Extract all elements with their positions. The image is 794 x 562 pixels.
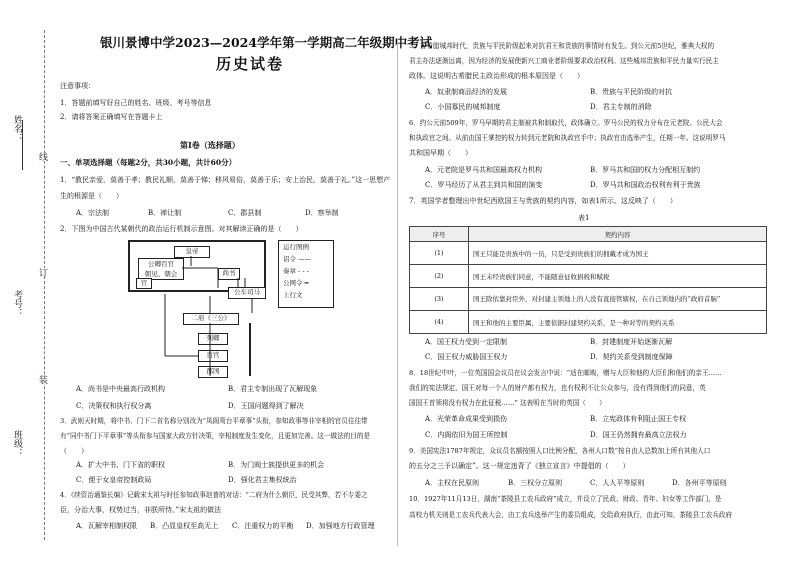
row-content: 国王除依靠封臣外，对封建主领地上的人没有直接管辖权，在自己领地内的“政府首脑” <box>469 288 767 311</box>
q6-stem-end: 共和国早期（ ） <box>409 149 472 157</box>
q9-option-b: B．三权分立原则 <box>508 479 563 487</box>
q5-option-d: D．君主专制的消除 <box>590 103 652 111</box>
q2-option-c: C．决策权和执行权分离 <box>76 402 152 410</box>
contract-table <box>409 226 767 334</box>
q6-stem-cont: 和执政官之间。从前由国王掌控的权力转到元老院和执政官手中；执政官由选举产生，任期一年。这说明罗马 <box>409 134 726 142</box>
class-label: 班级： <box>12 430 22 457</box>
legend-order: 公网令 ━ <box>283 279 309 287</box>
q5-stem-cont: 君主办法逐渐远离，因为经济的发展使新兴工商业者阶级要求政治权利。这些城邦贵族和平民力量实行民主 <box>409 57 719 65</box>
binding-mark-line: 线 <box>37 152 47 161</box>
notes-heading: 注意事项： <box>60 82 95 90</box>
q9-option-c: C．人人平等原则 <box>590 479 645 487</box>
exam-no-label: 考号： <box>12 290 22 317</box>
note-item: 2．请将答案正确填写在答题卡上 <box>60 113 163 121</box>
q4-option-a: A．瓦解宰相制权限 <box>76 522 138 530</box>
q7-option-d: D．契约关系受到制度保障 <box>590 353 673 361</box>
q3-option-c: C．便于女皇帝控制政局 <box>76 476 152 484</box>
q5-stem: 5．古希腊城邦时代，贵族与平民阶级起来对抗君王和贵族的事情时有发生。到公元前5世纪，雅典大权的 <box>409 42 715 50</box>
lieqing-box: 列卿 <box>198 333 228 345</box>
q3-stem: 3．武则天时期，将中书、门下二省名称分别改为“凤阁鸾台平章事”头衔，参知政事等非宰相的官员往往带 <box>60 417 368 425</box>
row-index: (2) <box>410 265 469 288</box>
q10-stem-cont: 高校力机关则是工农兵代表大会，由工农兵选举产生的委员组成，交给政府执行，由此可知，茶陵县工农兵政府 <box>409 511 733 519</box>
q5-stem-end: 政体。这说明古希腊民主政治形成的根本原因是（ ） <box>409 72 584 80</box>
q7-option-a: A．国王权力受到一定限制 <box>425 338 508 346</box>
q3-option-a: A．扩大中书、门下省的职权 <box>76 461 166 469</box>
q4-stem-cont: 臣，分治大事，权势过当，非朕所恃。”宋太祖的做法 <box>60 506 222 514</box>
table-caption: 表1 <box>578 214 590 222</box>
legend-edict: 诏令 —— <box>283 255 312 263</box>
q8-option-c: C．内阁依旧为国王所控制 <box>425 431 508 439</box>
q3-option-b: B．为门阀士族提供更多的机会 <box>228 461 325 469</box>
erfu-box: 二府《三公》 <box>183 313 239 325</box>
exam-subtitle: 历史试卷 <box>215 55 284 73</box>
q1-option-b: B．禅让制 <box>148 209 182 217</box>
q6-option-b: B．罗马共和国的权力分配相互制约 <box>590 166 701 174</box>
name-label: 姓名： <box>12 115 22 142</box>
q9-stem-cont: 的五分之三予以确定”。这一规定违背了《独立宣言》中提倡的（ ） <box>409 462 630 470</box>
q5-option-c: C．小国寡民的城邦制度 <box>425 103 501 111</box>
q1-option-a: A．宗法制 <box>76 209 110 217</box>
q1-option-c: C．郡县制 <box>228 209 262 217</box>
q2-option-b: B．君主专制出现了瓦解现象 <box>228 385 318 393</box>
q1-option-d: D．察举制 <box>305 209 339 217</box>
section-heading: 一、单项选择题（每题2分，共30小题，共计60分） <box>60 158 237 167</box>
q1-stem-cont: 生的根源是（ ） <box>60 192 123 200</box>
header-content: 契约内容 <box>469 227 767 242</box>
q6-option-a: A．元老院是罗马共和国最高权力机构 <box>425 166 543 174</box>
q2-option-a: A．尚书是中央最高行政机构 <box>76 385 166 393</box>
name-underline <box>22 120 23 170</box>
baiguan-box: 百官 <box>198 350 228 362</box>
row-index: (4) <box>410 311 469 334</box>
legend-title: 运行图例 <box>283 243 309 251</box>
q1-stem: 1．“教民亲爱，莫善于孝；教民礼顺，莫善于悌；移风易俗，莫善于乐；安上治民，莫善于礼。”这一思想产 <box>60 176 391 184</box>
q4-option-b: B．凸显皇权至高无上 <box>150 522 219 530</box>
q3-stem-cont: 有“同中书门下平章事”等头衔参与国家大政方针决策，宰相制度发生变化，且更加完善。这一做法的目的是 <box>60 432 371 440</box>
table-row <box>410 242 767 265</box>
q6-option-c: C．罗马经历了从君主到共和国的演变 <box>425 181 543 189</box>
part-heading: 第Ⅰ卷（选择题） <box>180 140 240 150</box>
q9-option-a: A．主权在民原则 <box>425 479 480 487</box>
q4-option-d: D．加强地方行政管理 <box>306 522 375 530</box>
table-row <box>410 288 767 311</box>
row-content: 国王和他的主要臣属，主要依据封建契约关系，是一种对等的契约关系 <box>469 311 767 334</box>
q7-option-b: B．封建制度开始逐渐瓦解 <box>590 338 673 346</box>
table-row <box>410 311 767 334</box>
gongche-box: 公车司马 <box>228 287 266 299</box>
junguo-box: 郡国 <box>198 366 228 378</box>
q2-stem: 2．下图为中国古代某朝代的政治运行机制示意图。对其解读正确的是（ ） <box>60 225 303 233</box>
q8-stem-end: 国国王首领将没有权力在此征税……” 这表明在当时的英国（ ） <box>409 399 606 407</box>
q6-stem: 6．约公元前509年，罗马早期的君主制被共和制取代，政体确立。罗马公民的权力分布在元老院、公民大会 <box>409 119 723 127</box>
legend-box <box>278 240 334 308</box>
q3-option-d: D．强化君主集权统治 <box>228 476 297 484</box>
q7-stem: 7．英国学者整理出中世纪西欧国王与贵族的契约内容，如表1所示。这反映了（ ） <box>409 197 677 205</box>
column-divider <box>397 38 398 546</box>
table-header-row <box>410 227 767 242</box>
q8-stem: 8．18世纪中叶，一位英国国会议员在议会发言中说：“适在邮购，赠与大臣和他的大臣们和他们的亲王…… <box>409 369 722 377</box>
q8-option-d: D．国王仍然拥有最高立法权力 <box>590 431 687 439</box>
q10-stem: 10．1927年11月13日，湖南“茶陵县工农兵政府”成立，并设立了民政、财政、青年、妇女等工作部门，是 <box>409 495 722 503</box>
binding-mark-ding: 订 <box>37 268 47 277</box>
legend-memorial: 奏章 - - - <box>283 267 309 275</box>
q8-option-b: B．立宪政体有利阻止国王专权 <box>590 415 687 423</box>
shangshu-box: 尚书 <box>218 268 240 280</box>
table-row <box>410 265 767 288</box>
officials-box: 公卿百官 朝见、朝会 <box>138 258 184 280</box>
q8-option-a: A．光荣革命成果受到损伤 <box>425 415 508 423</box>
binding-mark-zhuang: 装 <box>37 375 47 384</box>
q8-stem-cont: 我们的宪法规定，国王对每一个人的财产都有权力，也有权利不让公众参与，没有得到他们的同意，英 <box>409 384 706 392</box>
note-item: 1．答题前填写好自己的姓名、班级、考号等信息 <box>60 99 212 107</box>
row-index: (3) <box>410 288 469 311</box>
row-index: (1) <box>410 242 469 265</box>
header-index: 序号 <box>410 227 469 242</box>
q9-stem: 9．美国宪法1787年规定，众议员名额按照人口比例分配，各州人口数“按自由人总数加上所有其他人口 <box>409 447 711 455</box>
q5-option-b: B．贵族与平民阶级的对抗 <box>590 88 673 96</box>
exam-title: 银川景博中学2023—2024学年第一学期高二年级期中考试 <box>100 35 433 50</box>
q4-stem: 4．《续资治通鉴长编》记载宋太祖与时任参知政事赵普的对话：“二府为什么朝臣，民受其弊，若不专委之 <box>60 491 368 499</box>
q7-option-c: C．国王权力威胁国王权力 <box>425 353 508 361</box>
q2-option-d: D．王国问题得到了解决 <box>228 402 304 410</box>
official-small-box: 官 <box>136 278 152 289</box>
q5-option-a: A．奴隶制商品经济的发展 <box>425 88 508 96</box>
row-content: 国王只能是贵族中的一员，只是受到贵族们的拥戴才成为国王 <box>469 242 767 265</box>
emperor-box: 皇帝 <box>174 246 210 258</box>
q6-option-d: D．罗马共和国政治权利有利于贵族 <box>590 181 701 189</box>
legend-report: 上行文 <box>283 291 303 299</box>
q3-stem-end: （ ） <box>60 447 88 455</box>
q4-option-c: C．注重权力的平衡 <box>232 522 294 530</box>
binding-line <box>44 30 45 540</box>
q9-option-d: D．各州平等原则 <box>672 479 727 487</box>
diagram-arrows <box>120 236 280 384</box>
row-content: 国王未经贵族们同意，不能随意征收捐税和赋税 <box>469 265 767 288</box>
